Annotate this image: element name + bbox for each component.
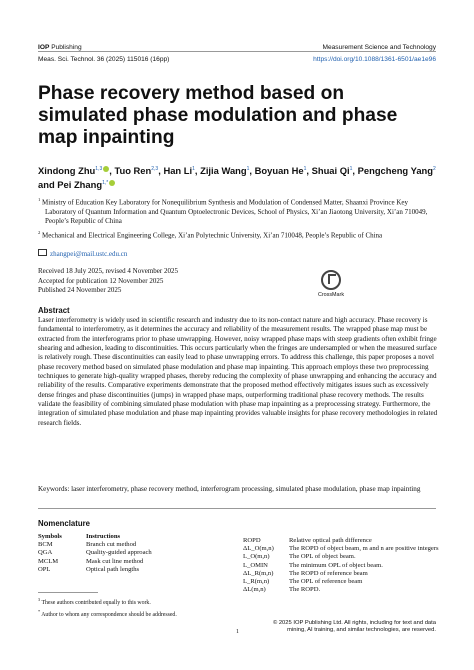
nomenclature-symbol: BCM <box>38 541 53 549</box>
author-affiliation-marker: 1 <box>303 166 307 172</box>
author-name: Boyuan He <box>254 165 304 177</box>
journal-name: Measurement Science and Technology <box>322 44 436 51</box>
affiliation-text: Ministry of Education Key Laboratory for Nonequilibrium Synthesis and Modulation of Condensed Matter, Shaanxi Province Key Laboratory of Quantum Information and Quantum Optoelectronic Devices, School of Physics, Xi’an Jiaotong University, Xi’an 710049, People’s Republic of China <box>42 198 428 226</box>
orcid-icon[interactable] <box>103 166 109 172</box>
nomenclature-symbol: ΔL(m,n) <box>243 586 266 594</box>
author <box>163 165 194 176</box>
publication-dates <box>38 267 178 296</box>
nomenclature-symbol: ΔL_R(m,n) <box>243 569 274 577</box>
nomenclature-description: The OPL of reference beam <box>289 578 363 586</box>
author-name: Pei Zhang <box>57 179 103 191</box>
nomenclature-description: Relative optical path difference <box>289 537 372 544</box>
nomenclature-row <box>243 537 443 545</box>
nomenclature-symbol: MCLM <box>38 557 59 565</box>
author <box>57 179 115 190</box>
nomenclature-right-table <box>243 537 443 594</box>
author-list: Xindong Zhu$^{1,3}$ , Tuo Ren$^{2,3}$, Han Li$^1$, Zijia Wang$^1$, Boyuan He$^1$, Shuai Qi$^1$, Pengcheng Yang$^2$ and Pei Zhang$^{1,*}$ <box>38 165 436 191</box>
author <box>358 165 436 176</box>
nomenclature-description: The OPL of object beam. <box>289 553 356 561</box>
nomenclature-symbol: L_OMIN <box>243 561 268 569</box>
footnote <box>38 608 177 620</box>
author-affiliation-marker: 2,3 <box>151 166 159 172</box>
author-name: Shuai Qi <box>311 165 350 177</box>
doi-link[interactable]: https://doi.org/10.1088/1361-6501/ae1e96 <box>313 56 436 63</box>
header-rule <box>38 51 436 52</box>
footnote-text: These authors contributed equally to this work. <box>41 599 151 606</box>
nomenclature-symbol: QGA <box>38 549 53 557</box>
author-name: Pengcheng Yang <box>357 165 433 177</box>
affiliation-item <box>38 195 438 227</box>
paper-title: Phase recovery method based on simulated phase modulation and phase map inpainting <box>38 83 398 148</box>
author-affiliation-marker: 2 <box>433 166 436 172</box>
nomenclature-symbol: L_R(m,n) <box>243 578 270 586</box>
nomenclature-symbol: ROPD <box>243 537 261 544</box>
correspondence-email <box>38 249 127 258</box>
author-name: Han Li <box>163 165 193 177</box>
nomenclature-row <box>243 562 443 570</box>
affiliation-marker: 2 <box>38 229 41 235</box>
received-date: Received 18 July 2025, revised 4 November 2025 <box>38 267 178 275</box>
nomenclature-row <box>38 558 228 566</box>
author <box>312 165 353 176</box>
footnotes <box>38 596 177 619</box>
accepted-date: Accepted for publication 12 November 2025 <box>38 276 164 285</box>
author <box>255 165 307 176</box>
author-affiliation-marker: 1 <box>246 166 250 172</box>
affiliation-marker: 1 <box>38 197 41 202</box>
journal-header <box>38 44 436 51</box>
author-name: Xindong Zhu <box>38 165 96 177</box>
nomenclature-row <box>243 586 443 594</box>
nomenclature-description: Optical path lengths <box>86 565 140 573</box>
author-name: Zijia Wang <box>200 165 247 177</box>
nomenclature-row <box>38 549 228 557</box>
footnote-marker: 3 <box>38 597 41 602</box>
page-number: 1 <box>236 629 239 635</box>
symbols-header: Symbols <box>38 533 62 540</box>
nomenclature-description: The minimum OPL of object beam. <box>289 561 383 569</box>
copyright-notice: © 2025 IOP Publishing Ltd. All rights, including for text and data mining, AI training, and similar technologies, are reserved. <box>272 620 436 634</box>
crossmark-icon <box>321 270 341 290</box>
nomenclature-description: The ROPD of reference beam <box>289 569 368 577</box>
author-affiliation-marker: 1,3 <box>95 166 103 172</box>
author <box>200 165 249 176</box>
section-rule <box>38 508 436 509</box>
author <box>38 165 109 176</box>
nomenclature-header-row <box>38 533 228 541</box>
nomenclature-description: Branch cut method <box>86 541 137 549</box>
author-affiliation-marker: 1 <box>192 166 195 172</box>
instructions-header: Instructions <box>86 533 121 540</box>
footnote-text: Author to whom any correspondence should be addressed. <box>41 611 177 618</box>
email-link[interactable]: zhangpei@mail.ustc.edu.cn <box>50 250 128 258</box>
nomenclature-row <box>243 545 443 553</box>
envelope-icon <box>38 249 47 256</box>
author-affiliation-marker: 1,* <box>102 180 109 187</box>
orcid-icon[interactable] <box>109 180 115 186</box>
abstract-text: Laser interferometry is widely used in scientific research and industry due to its non-contact nature and high accuracy. Phase recovery is fundamental to interferometry, as it determines the accuracy and reliability of the measurement results. The wrapped phase map must be extracted from the interferograms prior to phase unwrapping. However, noisy wrapped phase maps with steep gradients often exhibit fringe shearing and adhesion, leading to discontinuities. This occurs particularly when the fringes are undersampled or when the measured surface is relatively rough. These discontinuities can easily lead to phase unwrapping errors. To address this challenge, this paper proposes a novel phase recovery method based on simulated phase modulation and phase map inpainting. This approach employs these two preprocessing techniques to generate high-quality wrapped phases, thereby reducing the complexity of phase unwrapping and enhancing the accuracy and reliability of the results. Comparative experiments demonstrate that the proposed method effectively mitigates issues such as excessively dense fringes and phase discontinuities (jumps) in wrapped phase maps, outperforming traditional phase recovery methods. The results validate the feasibility of combining simulated phase modulation with phase map inpainting as a preprocessing strategy. Furthermore, the integration of simulated phase modulation and phase map inpainting provides valuable insights for phase recovery methodologies in related research fields. <box>38 316 438 427</box>
nomenclature-row <box>38 541 228 549</box>
affiliation-item <box>38 228 438 241</box>
author-name: Tuo Ren <box>114 165 152 177</box>
nomenclature-description: Quality-guided approach <box>86 549 152 557</box>
footnote <box>38 596 177 608</box>
nomenclature-description: The ROPD. <box>289 586 321 594</box>
crossmark-label: CrossMark <box>317 292 345 298</box>
footnote-marker: * <box>38 608 41 614</box>
crossmark-badge[interactable] <box>314 270 348 298</box>
citation: Meas. Sci. Technol. 36 (2025) 115016 (16pp) <box>38 56 170 63</box>
nomenclature-row <box>243 570 443 578</box>
nomenclature-left-table <box>38 533 228 574</box>
publisher-logo: IOP Publishing <box>38 44 82 51</box>
nomenclature-row <box>38 566 228 574</box>
affiliations <box>38 195 438 241</box>
nomenclature-description: The ROPD of object beam, m and n are positive integers <box>289 545 439 553</box>
nomenclature-symbol: L_O(m,n) <box>243 553 270 561</box>
nomenclature-heading: Nomenclature <box>38 519 90 528</box>
author <box>114 165 158 176</box>
keywords: Keywords: laser interferometry, phase recovery method, interferogram processing, simulated phase modulation, phase map inpainting <box>38 485 421 493</box>
affiliation-text: Mechanical and Electrical Engineering College, Xi’an Polytechnic University, Xi’an 710048, People’s Republic of China <box>42 230 383 239</box>
citation-line <box>38 56 436 63</box>
published-date: Published 24 November 2025 <box>38 286 122 294</box>
footnote-rule <box>38 592 98 593</box>
nomenclature-description: Mask cut line method <box>86 557 144 565</box>
author-affiliation-marker: 1 <box>349 166 353 172</box>
abstract-heading: Abstract <box>38 306 70 315</box>
nomenclature-symbol: OPL <box>38 565 51 573</box>
nomenclature-symbol: ΔL_O(m,n) <box>243 545 274 553</box>
nomenclature-row <box>243 553 443 561</box>
nomenclature-row <box>243 578 443 586</box>
